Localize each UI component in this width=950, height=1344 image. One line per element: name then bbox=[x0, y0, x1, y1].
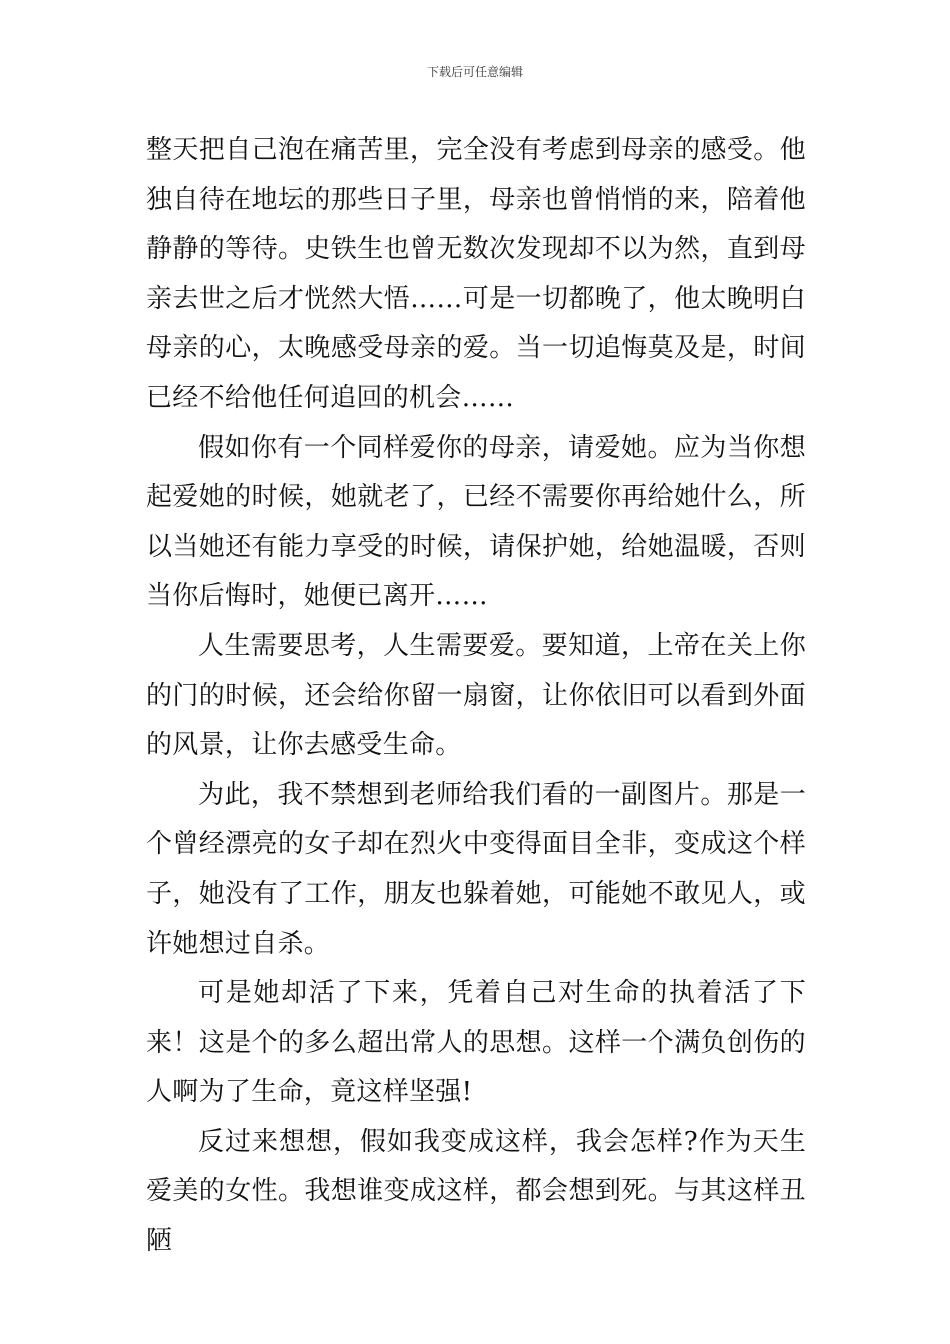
paragraph-6: 反过来想想，假如我变成这样，我会怎样?作为天生爱美的女性。我想谁变成这样，都会想到死。与其这样丑陋 bbox=[146, 1126, 806, 1257]
paragraph-4: 为此，我不禁想到老师给我们看的一副图片。那是一个曾经漂亮的女子却在烈火中变得面目全非，变成这个样子，她没有了工作，朋友也躲着她，可能她不敢见人，或许她想过自杀。 bbox=[146, 779, 806, 959]
document-body bbox=[146, 126, 806, 1267]
paragraph-3: 人生需要思考，人生需要爱。要知道，上帝在关上你的门的时候，还会给你留一扇窗，让你依旧可以看到外面的风景，让你去感受生命。 bbox=[146, 630, 806, 761]
page-header: 下载后可任意编辑 bbox=[426, 65, 523, 79]
paragraph-1: 整天把自己泡在痛苦里，完全没有考虑到母亲的感受。他独自待在地坛的那些日子里，母亲也曾悄悄的来，陪着他静静的等待。史铁生也曾无数次发现却不以为然，直到母亲去世之后才恍然大悟……可是一切都晚了，他太晚明白母亲的心，太晚感受母亲的爱。当一切追悔莫及是，时间已经不给他任何追回的机会…… bbox=[146, 135, 806, 413]
paragraph-5: 可是她却活了下来，凭着自己对生命的执着活了下来！这是个的多么超出常人的思想。这样一个满负创伤的人啊为了生命，竟这样坚强! bbox=[146, 978, 806, 1108]
paragraph-2: 假如你有一个同样爱你的母亲，请爱她。应为当你想起爱她的时候，她就老了，已经不需要你再给她什么，所以当她还有能力享受的时候，请保护她，给她温暖，否则当你后悔时，她便已离开…… bbox=[146, 432, 806, 612]
